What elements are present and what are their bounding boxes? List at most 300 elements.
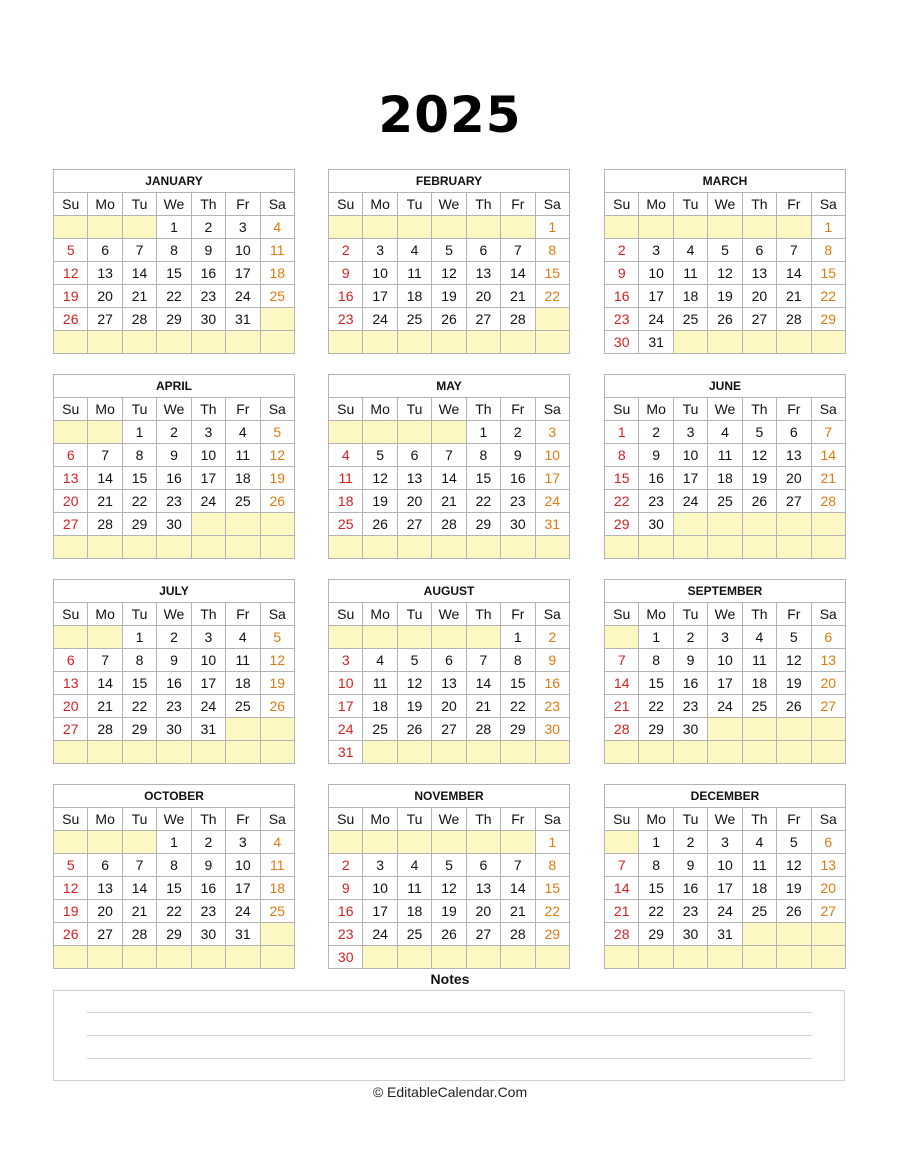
day-cell[interactable]: 1	[811, 216, 845, 239]
day-cell[interactable]: 31	[329, 741, 363, 764]
day-cell[interactable]: 4	[260, 831, 294, 854]
day-cell[interactable]: 2	[157, 626, 191, 649]
day-cell[interactable]: 10	[535, 444, 569, 467]
day-cell[interactable]: 30	[191, 923, 225, 946]
day-cell[interactable]: 28	[88, 718, 122, 741]
day-cell[interactable]: 5	[708, 239, 742, 262]
day-cell[interactable]: 22	[122, 695, 156, 718]
day-cell[interactable]: 18	[742, 877, 776, 900]
day-cell[interactable]: 12	[54, 877, 88, 900]
day-cell[interactable]: 12	[54, 262, 88, 285]
day-cell[interactable]: 13	[88, 877, 122, 900]
day-cell[interactable]: 25	[742, 900, 776, 923]
day-cell[interactable]: 21	[432, 490, 466, 513]
day-cell[interactable]: 24	[363, 923, 397, 946]
day-cell[interactable]: 27	[777, 490, 811, 513]
day-cell[interactable]: 20	[811, 877, 845, 900]
day-cell[interactable]: 25	[329, 513, 363, 536]
day-cell[interactable]: 21	[501, 285, 535, 308]
day-cell[interactable]: 12	[742, 444, 776, 467]
day-cell[interactable]: 3	[673, 421, 707, 444]
day-cell[interactable]: 21	[88, 490, 122, 513]
day-cell[interactable]: 15	[639, 877, 673, 900]
day-cell[interactable]: 15	[639, 672, 673, 695]
day-cell[interactable]: 16	[157, 467, 191, 490]
day-cell[interactable]: 23	[157, 695, 191, 718]
day-cell[interactable]: 7	[605, 854, 639, 877]
day-cell[interactable]: 28	[432, 513, 466, 536]
day-cell[interactable]: 29	[122, 513, 156, 536]
day-cell[interactable]: 24	[639, 308, 673, 331]
day-cell[interactable]: 29	[535, 923, 569, 946]
day-cell[interactable]: 31	[639, 331, 673, 354]
day-cell[interactable]: 22	[811, 285, 845, 308]
day-cell[interactable]: 3	[363, 239, 397, 262]
day-cell[interactable]: 8	[157, 854, 191, 877]
day-cell[interactable]: 28	[777, 308, 811, 331]
day-cell[interactable]: 12	[260, 444, 294, 467]
day-cell[interactable]: 11	[260, 239, 294, 262]
day-cell[interactable]: 27	[742, 308, 776, 331]
day-cell[interactable]: 1	[157, 216, 191, 239]
day-cell[interactable]: 3	[226, 831, 260, 854]
day-cell[interactable]: 8	[535, 854, 569, 877]
day-cell[interactable]: 9	[605, 262, 639, 285]
day-cell[interactable]: 17	[226, 877, 260, 900]
day-cell[interactable]: 10	[363, 877, 397, 900]
day-cell[interactable]: 20	[397, 490, 431, 513]
day-cell[interactable]: 17	[191, 467, 225, 490]
day-cell[interactable]: 26	[363, 513, 397, 536]
day-cell[interactable]: 19	[363, 490, 397, 513]
day-cell[interactable]: 26	[432, 923, 466, 946]
day-cell[interactable]: 2	[191, 216, 225, 239]
day-cell[interactable]: 12	[260, 649, 294, 672]
day-cell[interactable]: 7	[122, 239, 156, 262]
day-cell[interactable]: 5	[363, 444, 397, 467]
day-cell[interactable]: 15	[535, 877, 569, 900]
day-cell[interactable]: 17	[708, 877, 742, 900]
day-cell[interactable]: 2	[501, 421, 535, 444]
day-cell[interactable]: 5	[432, 854, 466, 877]
day-cell[interactable]: 16	[501, 467, 535, 490]
day-cell[interactable]: 12	[708, 262, 742, 285]
day-cell[interactable]: 4	[397, 239, 431, 262]
day-cell[interactable]: 28	[88, 513, 122, 536]
day-cell[interactable]: 21	[501, 900, 535, 923]
day-cell[interactable]: 10	[226, 239, 260, 262]
day-cell[interactable]: 6	[54, 649, 88, 672]
day-cell[interactable]: 25	[226, 695, 260, 718]
day-cell[interactable]: 4	[329, 444, 363, 467]
day-cell[interactable]: 3	[329, 649, 363, 672]
day-cell[interactable]: 19	[432, 900, 466, 923]
day-cell[interactable]: 11	[260, 854, 294, 877]
day-cell[interactable]: 17	[363, 285, 397, 308]
day-cell[interactable]: 27	[811, 695, 845, 718]
day-cell[interactable]: 23	[605, 308, 639, 331]
day-cell[interactable]: 21	[122, 285, 156, 308]
day-cell[interactable]: 18	[329, 490, 363, 513]
day-cell[interactable]: 9	[191, 239, 225, 262]
day-cell[interactable]: 7	[501, 854, 535, 877]
day-cell[interactable]: 16	[191, 262, 225, 285]
day-cell[interactable]: 11	[329, 467, 363, 490]
day-cell[interactable]: 7	[432, 444, 466, 467]
day-cell[interactable]: 15	[605, 467, 639, 490]
day-cell[interactable]: 8	[639, 649, 673, 672]
day-cell[interactable]: 23	[329, 308, 363, 331]
day-cell[interactable]: 12	[777, 649, 811, 672]
day-cell[interactable]: 5	[260, 626, 294, 649]
day-cell[interactable]: 24	[329, 718, 363, 741]
day-cell[interactable]: 16	[157, 672, 191, 695]
day-cell[interactable]: 30	[157, 513, 191, 536]
day-cell[interactable]: 12	[397, 672, 431, 695]
day-cell[interactable]: 3	[363, 854, 397, 877]
day-cell[interactable]: 1	[466, 421, 500, 444]
day-cell[interactable]: 10	[673, 444, 707, 467]
day-cell[interactable]: 6	[811, 626, 845, 649]
day-cell[interactable]: 14	[122, 877, 156, 900]
day-cell[interactable]: 31	[226, 923, 260, 946]
day-cell[interactable]: 8	[605, 444, 639, 467]
day-cell[interactable]: 14	[605, 672, 639, 695]
day-cell[interactable]: 13	[397, 467, 431, 490]
day-cell[interactable]: 26	[54, 308, 88, 331]
day-cell[interactable]: 25	[260, 900, 294, 923]
day-cell[interactable]: 13	[466, 262, 500, 285]
day-cell[interactable]: 29	[605, 513, 639, 536]
day-cell[interactable]: 28	[466, 718, 500, 741]
day-cell[interactable]: 10	[363, 262, 397, 285]
day-cell[interactable]: 22	[535, 900, 569, 923]
day-cell[interactable]: 17	[191, 672, 225, 695]
day-cell[interactable]: 22	[605, 490, 639, 513]
day-cell[interactable]: 5	[777, 831, 811, 854]
day-cell[interactable]: 23	[673, 900, 707, 923]
day-cell[interactable]: 24	[708, 695, 742, 718]
day-cell[interactable]: 22	[535, 285, 569, 308]
day-cell[interactable]: 25	[397, 308, 431, 331]
day-cell[interactable]: 31	[708, 923, 742, 946]
day-cell[interactable]: 31	[226, 308, 260, 331]
day-cell[interactable]: 14	[501, 262, 535, 285]
day-cell[interactable]: 22	[157, 285, 191, 308]
day-cell[interactable]: 11	[742, 649, 776, 672]
day-cell[interactable]: 4	[226, 421, 260, 444]
day-cell[interactable]: 7	[122, 854, 156, 877]
day-cell[interactable]: 23	[329, 923, 363, 946]
day-cell[interactable]: 21	[122, 900, 156, 923]
day-cell[interactable]: 1	[639, 626, 673, 649]
day-cell[interactable]: 2	[605, 239, 639, 262]
day-cell[interactable]: 10	[191, 444, 225, 467]
day-cell[interactable]: 3	[191, 626, 225, 649]
day-cell[interactable]: 29	[157, 923, 191, 946]
day-cell[interactable]: 11	[363, 672, 397, 695]
day-cell[interactable]: 17	[535, 467, 569, 490]
day-cell[interactable]: 24	[673, 490, 707, 513]
day-cell[interactable]: 30	[605, 331, 639, 354]
day-cell[interactable]: 21	[605, 900, 639, 923]
day-cell[interactable]: 29	[157, 308, 191, 331]
day-cell[interactable]: 14	[777, 262, 811, 285]
day-cell[interactable]: 24	[708, 900, 742, 923]
day-cell[interactable]: 9	[673, 854, 707, 877]
day-cell[interactable]: 30	[639, 513, 673, 536]
day-cell[interactable]: 26	[777, 695, 811, 718]
day-cell[interactable]: 13	[742, 262, 776, 285]
day-cell[interactable]: 13	[54, 672, 88, 695]
day-cell[interactable]: 5	[397, 649, 431, 672]
day-cell[interactable]: 18	[363, 695, 397, 718]
day-cell[interactable]: 25	[673, 308, 707, 331]
day-cell[interactable]: 6	[466, 239, 500, 262]
day-cell[interactable]: 9	[329, 262, 363, 285]
day-cell[interactable]: 1	[605, 421, 639, 444]
day-cell[interactable]: 10	[639, 262, 673, 285]
day-cell[interactable]: 9	[157, 649, 191, 672]
day-cell[interactable]: 10	[708, 649, 742, 672]
day-cell[interactable]: 8	[122, 444, 156, 467]
day-cell[interactable]: 16	[535, 672, 569, 695]
day-cell[interactable]: 24	[535, 490, 569, 513]
day-cell[interactable]: 5	[432, 239, 466, 262]
day-cell[interactable]: 11	[708, 444, 742, 467]
day-cell[interactable]: 14	[88, 672, 122, 695]
day-cell[interactable]: 31	[535, 513, 569, 536]
day-cell[interactable]: 7	[88, 649, 122, 672]
day-cell[interactable]: 6	[466, 854, 500, 877]
day-cell[interactable]: 22	[466, 490, 500, 513]
day-cell[interactable]: 14	[466, 672, 500, 695]
day-cell[interactable]: 1	[501, 626, 535, 649]
day-cell[interactable]: 19	[742, 467, 776, 490]
day-cell[interactable]: 1	[122, 421, 156, 444]
day-cell[interactable]: 25	[226, 490, 260, 513]
day-cell[interactable]: 20	[88, 285, 122, 308]
day-cell[interactable]: 19	[708, 285, 742, 308]
day-cell[interactable]: 14	[605, 877, 639, 900]
day-cell[interactable]: 4	[260, 216, 294, 239]
day-cell[interactable]: 13	[466, 877, 500, 900]
day-cell[interactable]: 3	[708, 626, 742, 649]
day-cell[interactable]: 11	[226, 649, 260, 672]
day-cell[interactable]: 1	[157, 831, 191, 854]
day-cell[interactable]: 10	[329, 672, 363, 695]
day-cell[interactable]: 25	[742, 695, 776, 718]
day-cell[interactable]: 8	[639, 854, 673, 877]
notes-box[interactable]	[53, 990, 845, 1081]
day-cell[interactable]: 9	[501, 444, 535, 467]
day-cell[interactable]: 30	[673, 718, 707, 741]
day-cell[interactable]: 6	[54, 444, 88, 467]
day-cell[interactable]: 17	[329, 695, 363, 718]
day-cell[interactable]: 23	[191, 900, 225, 923]
day-cell[interactable]: 22	[122, 490, 156, 513]
day-cell[interactable]: 21	[466, 695, 500, 718]
day-cell[interactable]: 20	[54, 490, 88, 513]
day-cell[interactable]: 4	[397, 854, 431, 877]
day-cell[interactable]: 12	[432, 877, 466, 900]
day-cell[interactable]: 2	[157, 421, 191, 444]
day-cell[interactable]: 23	[673, 695, 707, 718]
day-cell[interactable]: 30	[329, 946, 363, 969]
day-cell[interactable]: 26	[54, 923, 88, 946]
day-cell[interactable]: 24	[191, 695, 225, 718]
day-cell[interactable]: 2	[673, 626, 707, 649]
day-cell[interactable]: 27	[466, 308, 500, 331]
day-cell[interactable]: 4	[363, 649, 397, 672]
day-cell[interactable]: 15	[811, 262, 845, 285]
day-cell[interactable]: 20	[811, 672, 845, 695]
day-cell[interactable]: 28	[501, 308, 535, 331]
day-cell[interactable]: 26	[397, 718, 431, 741]
day-cell[interactable]: 1	[639, 831, 673, 854]
day-cell[interactable]: 28	[605, 923, 639, 946]
day-cell[interactable]: 2	[329, 854, 363, 877]
day-cell[interactable]: 3	[226, 216, 260, 239]
day-cell[interactable]: 3	[191, 421, 225, 444]
day-cell[interactable]: 27	[466, 923, 500, 946]
day-cell[interactable]: 26	[432, 308, 466, 331]
day-cell[interactable]: 7	[466, 649, 500, 672]
day-cell[interactable]: 9	[157, 444, 191, 467]
day-cell[interactable]: 24	[226, 900, 260, 923]
day-cell[interactable]: 19	[260, 467, 294, 490]
day-cell[interactable]: 18	[226, 467, 260, 490]
day-cell[interactable]: 17	[673, 467, 707, 490]
day-cell[interactable]: 2	[535, 626, 569, 649]
day-cell[interactable]: 9	[639, 444, 673, 467]
day-cell[interactable]: 11	[742, 854, 776, 877]
day-cell[interactable]: 25	[363, 718, 397, 741]
day-cell[interactable]: 13	[811, 854, 845, 877]
day-cell[interactable]: 7	[811, 421, 845, 444]
day-cell[interactable]: 2	[639, 421, 673, 444]
day-cell[interactable]: 28	[605, 718, 639, 741]
day-cell[interactable]: 14	[122, 262, 156, 285]
day-cell[interactable]: 11	[673, 262, 707, 285]
day-cell[interactable]: 1	[535, 216, 569, 239]
day-cell[interactable]: 27	[54, 718, 88, 741]
day-cell[interactable]: 5	[742, 421, 776, 444]
day-cell[interactable]: 2	[329, 239, 363, 262]
day-cell[interactable]: 13	[432, 672, 466, 695]
day-cell[interactable]: 5	[54, 239, 88, 262]
day-cell[interactable]: 19	[54, 285, 88, 308]
day-cell[interactable]: 14	[811, 444, 845, 467]
day-cell[interactable]: 3	[639, 239, 673, 262]
day-cell[interactable]: 26	[260, 695, 294, 718]
day-cell[interactable]: 21	[605, 695, 639, 718]
day-cell[interactable]: 6	[811, 831, 845, 854]
day-cell[interactable]: 15	[157, 262, 191, 285]
day-cell[interactable]: 15	[466, 467, 500, 490]
day-cell[interactable]: 22	[157, 900, 191, 923]
day-cell[interactable]: 19	[432, 285, 466, 308]
day-cell[interactable]: 4	[742, 831, 776, 854]
day-cell[interactable]: 29	[639, 718, 673, 741]
day-cell[interactable]: 16	[329, 285, 363, 308]
day-cell[interactable]: 20	[742, 285, 776, 308]
day-cell[interactable]: 27	[811, 900, 845, 923]
day-cell[interactable]: 24	[363, 308, 397, 331]
day-cell[interactable]: 18	[708, 467, 742, 490]
day-cell[interactable]: 30	[535, 718, 569, 741]
day-cell[interactable]: 8	[466, 444, 500, 467]
day-cell[interactable]: 30	[157, 718, 191, 741]
day-cell[interactable]: 14	[501, 877, 535, 900]
day-cell[interactable]: 28	[122, 923, 156, 946]
day-cell[interactable]: 12	[432, 262, 466, 285]
day-cell[interactable]: 18	[260, 262, 294, 285]
day-cell[interactable]: 8	[122, 649, 156, 672]
day-cell[interactable]: 29	[811, 308, 845, 331]
day-cell[interactable]: 7	[605, 649, 639, 672]
day-cell[interactable]: 13	[777, 444, 811, 467]
day-cell[interactable]: 22	[501, 695, 535, 718]
day-cell[interactable]: 15	[122, 467, 156, 490]
day-cell[interactable]: 25	[260, 285, 294, 308]
day-cell[interactable]: 3	[708, 831, 742, 854]
day-cell[interactable]: 19	[777, 672, 811, 695]
day-cell[interactable]: 23	[501, 490, 535, 513]
day-cell[interactable]: 10	[708, 854, 742, 877]
day-cell[interactable]: 17	[639, 285, 673, 308]
day-cell[interactable]: 4	[742, 626, 776, 649]
day-cell[interactable]: 17	[708, 672, 742, 695]
day-cell[interactable]: 27	[88, 308, 122, 331]
day-cell[interactable]: 19	[777, 877, 811, 900]
day-cell[interactable]: 28	[122, 308, 156, 331]
day-cell[interactable]: 8	[501, 649, 535, 672]
day-cell[interactable]: 18	[226, 672, 260, 695]
day-cell[interactable]: 10	[191, 649, 225, 672]
day-cell[interactable]: 26	[708, 308, 742, 331]
day-cell[interactable]: 30	[501, 513, 535, 536]
day-cell[interactable]: 31	[191, 718, 225, 741]
day-cell[interactable]: 18	[260, 877, 294, 900]
day-cell[interactable]: 20	[466, 285, 500, 308]
day-cell[interactable]: 16	[191, 877, 225, 900]
day-cell[interactable]: 18	[397, 900, 431, 923]
day-cell[interactable]: 27	[432, 718, 466, 741]
day-cell[interactable]: 15	[157, 877, 191, 900]
day-cell[interactable]: 11	[397, 262, 431, 285]
day-cell[interactable]: 26	[260, 490, 294, 513]
day-cell[interactable]: 26	[777, 900, 811, 923]
day-cell[interactable]: 7	[501, 239, 535, 262]
day-cell[interactable]: 23	[157, 490, 191, 513]
day-cell[interactable]: 4	[708, 421, 742, 444]
day-cell[interactable]: 23	[639, 490, 673, 513]
day-cell[interactable]: 6	[432, 649, 466, 672]
day-cell[interactable]: 21	[811, 467, 845, 490]
day-cell[interactable]: 13	[811, 649, 845, 672]
day-cell[interactable]: 5	[54, 854, 88, 877]
day-cell[interactable]: 5	[260, 421, 294, 444]
day-cell[interactable]: 16	[673, 672, 707, 695]
day-cell[interactable]: 7	[777, 239, 811, 262]
day-cell[interactable]: 9	[673, 649, 707, 672]
day-cell[interactable]: 20	[777, 467, 811, 490]
day-cell[interactable]: 8	[811, 239, 845, 262]
day-cell[interactable]: 19	[54, 900, 88, 923]
day-cell[interactable]: 1	[122, 626, 156, 649]
day-cell[interactable]: 9	[535, 649, 569, 672]
